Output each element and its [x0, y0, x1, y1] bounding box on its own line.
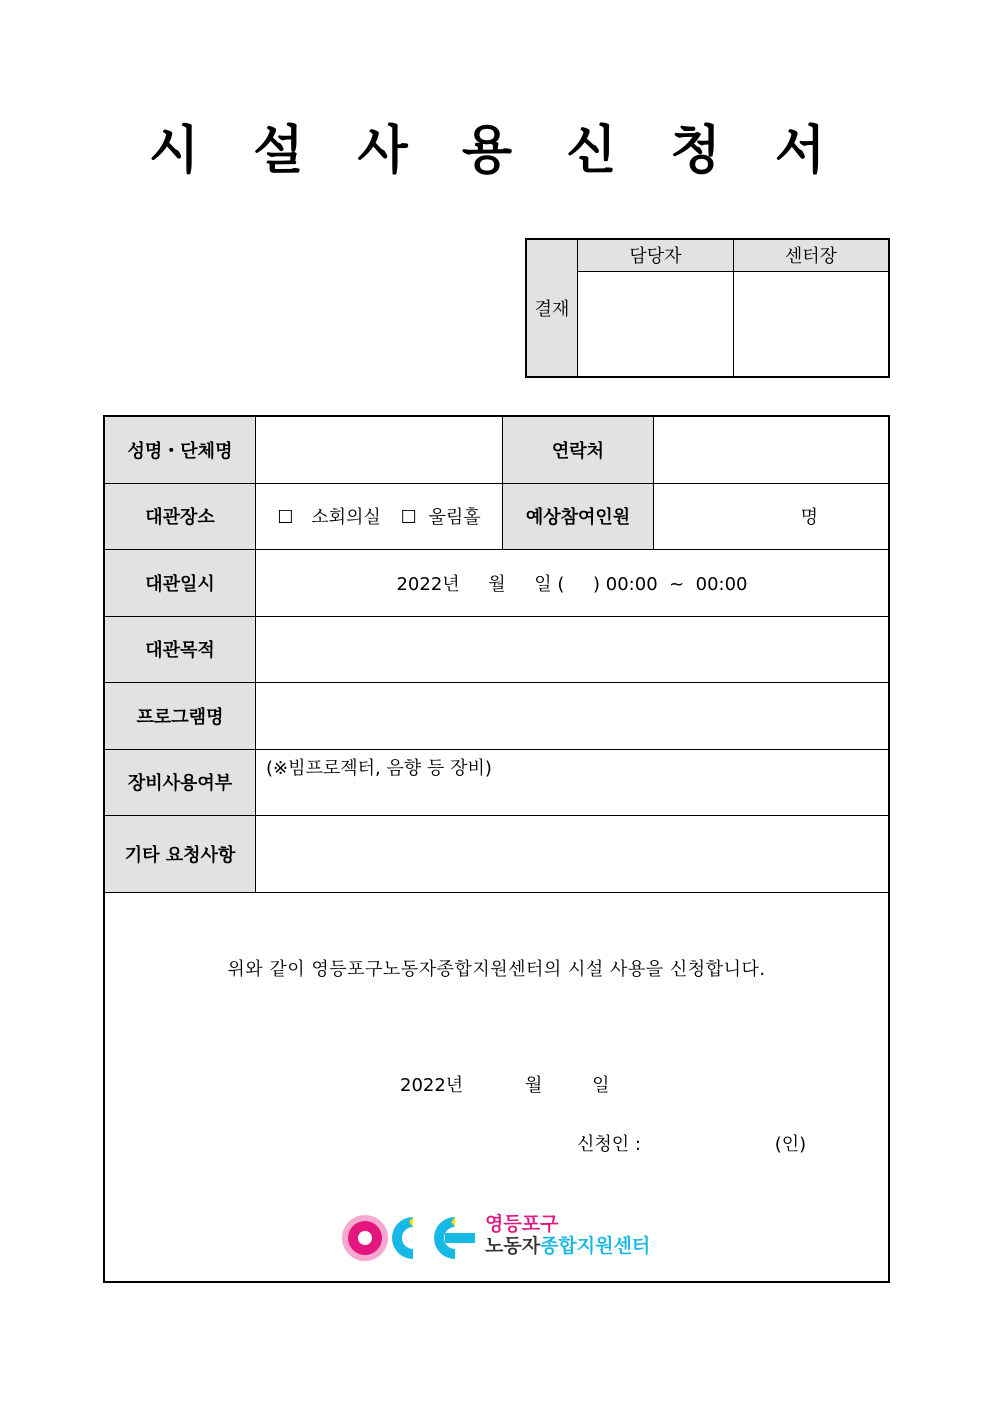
venue-label: 대관장소 — [104, 483, 256, 549]
name-field[interactable] — [256, 416, 503, 483]
venue-options — [256, 483, 503, 549]
equipment-note: (※빔프로젝터, 음향 등 장비) — [266, 757, 492, 779]
applicant-line — [577, 1130, 806, 1156]
venue-option-hall: 울림홀 — [428, 507, 481, 528]
program-label: 프로그램명 — [104, 682, 256, 749]
application-date — [400, 1071, 609, 1097]
logo-text — [485, 1213, 650, 1257]
date-day: 일 — [592, 1074, 610, 1096]
approval-box — [525, 238, 890, 378]
page-title: 시 설 사 용 신 청 서 — [148, 121, 844, 181]
equipment-label: 장비사용여부 — [104, 749, 256, 815]
program-field[interactable] — [256, 682, 890, 749]
approval-director-header: 센터장 — [734, 239, 890, 271]
contact-field[interactable] — [654, 416, 890, 483]
venue-option-meeting-room: 소회의실 — [311, 507, 381, 528]
application-form — [103, 415, 890, 1283]
equipment-field[interactable] — [256, 749, 890, 815]
datetime-field[interactable]: 2022년 월 일 ( ) 00:00 ~ 00:00 — [256, 549, 890, 616]
declaration-section — [104, 892, 889, 1282]
attendees-label: 예상참여인원 — [503, 483, 654, 549]
purpose-field[interactable] — [256, 616, 890, 682]
other-requests-field[interactable] — [256, 815, 890, 892]
approval-label: 결재 — [526, 239, 578, 377]
approval-manager-header: 담당자 — [578, 239, 734, 271]
logo-line2a: 노동자 — [485, 1234, 541, 1257]
attendees-unit: 명 — [800, 507, 818, 528]
date-month: 월 — [524, 1074, 543, 1096]
purpose-label: 대관목적 — [104, 616, 256, 682]
logo-mark-icon — [341, 1211, 481, 1265]
applicant-label: 신청인 : — [577, 1133, 641, 1155]
name-label: 성명・단체명 — [104, 416, 256, 483]
contact-label: 연락처 — [503, 416, 654, 483]
seal-mark: (인) — [774, 1133, 807, 1155]
logo-line2b: 종합지원센터 — [540, 1234, 651, 1257]
center-logo — [341, 1211, 661, 1265]
approval-manager-sign[interactable] — [578, 271, 734, 377]
date-year: 2022년 — [400, 1074, 464, 1096]
checkbox-meeting-room[interactable]: ☐ — [277, 507, 294, 528]
checkbox-hall[interactable]: ☐ — [400, 507, 417, 528]
datetime-label: 대관일시 — [104, 549, 256, 616]
other-requests-label: 기타 요청사항 — [104, 815, 256, 892]
attendees-field[interactable] — [654, 483, 890, 549]
logo-line1: 영등포구 — [485, 1212, 559, 1235]
approval-director-sign[interactable] — [734, 271, 890, 377]
declaration-text: 위와 같이 영등포구노동자종합지원센터의 시설 사용을 신청합니다. — [227, 958, 766, 980]
